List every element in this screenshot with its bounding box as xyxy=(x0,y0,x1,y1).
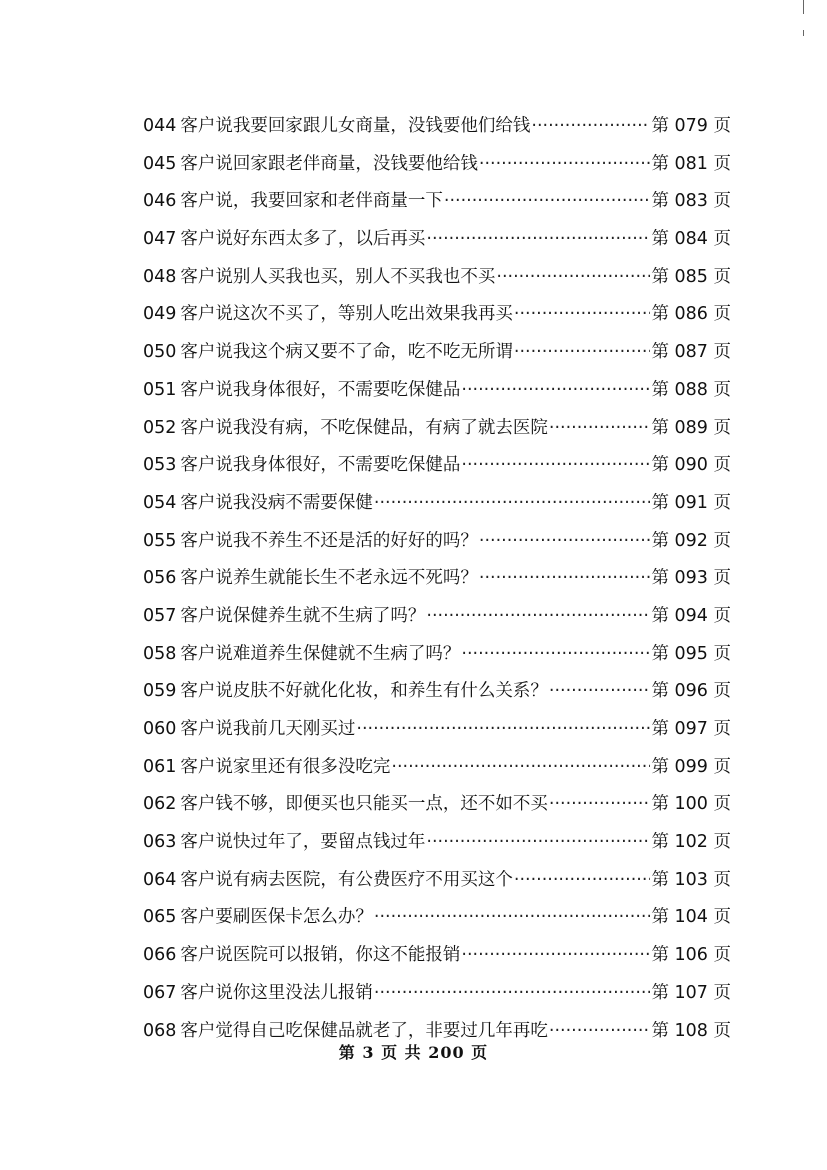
toc-entry-title: 客户说我没有病，不吃保健品，有病了就去医院 xyxy=(180,417,548,438)
toc-entry-page: 第 106 页 xyxy=(651,945,731,966)
toc-entry[interactable] xyxy=(143,485,731,523)
toc-entry-title: 客户说我前几天刚买过 xyxy=(180,719,356,739)
toc-entry-number: 054 xyxy=(143,492,177,513)
toc-entry-number: 045 xyxy=(143,153,177,174)
toc-dot-leader xyxy=(461,937,650,975)
toc-entry[interactable] xyxy=(143,296,731,334)
toc-entry-title: 客户说我身体很好，不需要吃保健品 xyxy=(180,379,461,400)
toc-entry-title: 客户说医院可以报销，你这不能报销 xyxy=(180,945,461,966)
toc-dot-leader xyxy=(444,183,651,221)
toc-entry-number: 060 xyxy=(143,719,177,739)
toc-entry-page: 第 079 页 xyxy=(651,116,731,136)
toc-entry-title: 客户说有病去医院，有公费医疗不用买这个 xyxy=(180,869,513,890)
toc-entry-title: 客户钱不够，即便买也只能买一点，还不如不买 xyxy=(180,794,548,815)
toc-entry-page: 第 097 页 xyxy=(651,719,731,739)
toc-dot-leader xyxy=(374,899,651,937)
toc-entry-page: 第 083 页 xyxy=(651,191,731,212)
toc-entry-page: 第 102 页 xyxy=(651,832,731,853)
toc-entry[interactable] xyxy=(143,447,731,485)
toc-entry[interactable] xyxy=(143,975,731,1013)
toc-entry[interactable] xyxy=(143,410,731,448)
toc-entry[interactable] xyxy=(143,636,731,674)
toc-entry-number: 064 xyxy=(143,869,177,890)
toc-dot-leader xyxy=(514,862,651,900)
toc-list xyxy=(143,108,731,1050)
toc-dot-leader xyxy=(461,447,650,485)
toc-entry[interactable] xyxy=(143,673,731,711)
toc-entry-title: 客户说我身体很好，不需要吃保健品 xyxy=(180,455,461,476)
toc-entry-page: 第 103 页 xyxy=(651,869,731,890)
toc-entry-page: 第 084 页 xyxy=(651,229,731,250)
toc-entry-title: 客户说，我要回家和老伴商量一下 xyxy=(180,191,443,212)
toc-entry-number: 052 xyxy=(143,417,177,438)
toc-entry-number: 049 xyxy=(143,304,177,325)
toc-entry-title: 客户说我不养生不还是活的好好的吗？ xyxy=(180,530,478,551)
toc-dot-leader xyxy=(374,975,651,1013)
page-indicator: 第 3 页 共 200 页 xyxy=(338,1043,489,1062)
toc-entry-title: 客户说好东西太多了，以后再买 xyxy=(180,229,426,250)
toc-entry[interactable] xyxy=(143,937,731,975)
toc-entry[interactable] xyxy=(143,334,731,372)
toc-dot-leader xyxy=(549,410,651,448)
toc-entry-page: 第 107 页 xyxy=(651,982,731,1003)
toc-entry-title: 客户说养生就能长生不老永远不死吗？ xyxy=(180,568,478,589)
toc-entry-page: 第 085 页 xyxy=(651,266,731,287)
toc-entry[interactable] xyxy=(143,108,731,146)
toc-entry-title: 客户说别人买我也买，别人不买我也不买 xyxy=(180,266,496,287)
toc-entry[interactable] xyxy=(143,598,731,636)
toc-entry-page: 第 091 页 xyxy=(651,492,731,513)
toc-dot-leader xyxy=(514,334,651,372)
toc-entry-page: 第 095 页 xyxy=(651,643,731,664)
toc-entry-title: 客户说家里还有很多没吃完 xyxy=(180,756,391,777)
toc-entry-title: 客户说这次不买了，等别人吃出效果我再买 xyxy=(180,304,513,325)
toc-entry[interactable] xyxy=(143,824,731,862)
toc-dot-leader xyxy=(479,560,651,598)
toc-dot-leader xyxy=(426,221,650,259)
toc-dot-leader xyxy=(514,296,651,334)
toc-entry-number: 061 xyxy=(143,756,177,777)
toc-entry-number: 044 xyxy=(143,116,177,136)
toc-dot-leader xyxy=(496,259,650,297)
toc-entry-number: 051 xyxy=(143,379,177,400)
toc-entry-title: 客户说回家跟老伴商量，没钱要他给钱 xyxy=(180,153,478,174)
toc-entry-number: 053 xyxy=(143,455,177,476)
toc-entry[interactable] xyxy=(143,711,731,749)
toc-entry[interactable] xyxy=(143,183,731,221)
toc-entry[interactable] xyxy=(143,862,731,900)
toc-entry-title: 客户说我要回家跟儿女商量，没钱要他们给钱 xyxy=(180,116,531,136)
toc-entry[interactable] xyxy=(143,372,731,410)
toc-entry-number: 057 xyxy=(143,605,177,626)
toc-entry-title: 客户说我这个病又要不了命，吃不吃无所谓 xyxy=(180,342,513,363)
toc-entry-title: 客户说我没病不需要保健 xyxy=(180,492,373,513)
toc-entry-number: 058 xyxy=(143,643,177,664)
toc-entry-title: 客户说保健养生就不生病了吗？ xyxy=(180,605,426,626)
toc-entry-page: 第 104 页 xyxy=(651,907,731,928)
toc-entry-page: 第 099 页 xyxy=(651,756,731,777)
toc-entry-number: 055 xyxy=(143,530,177,551)
toc-entry[interactable] xyxy=(143,259,731,297)
toc-entry[interactable] xyxy=(143,523,731,561)
toc-entry[interactable] xyxy=(143,899,731,937)
toc-entry-number: 050 xyxy=(143,342,177,363)
toc-entry-number: 068 xyxy=(143,1020,177,1041)
toc-entry-title: 客户说快过年了，要留点钱过年 xyxy=(180,832,426,853)
toc-dot-leader xyxy=(549,786,651,824)
toc-entry[interactable] xyxy=(143,786,731,824)
toc-entry-number: 047 xyxy=(143,229,177,250)
toc-dot-leader xyxy=(356,711,650,749)
toc-entry-title: 客户说你这里没法儿报销 xyxy=(180,982,373,1003)
toc-entry-page: 第 087 页 xyxy=(651,342,731,363)
toc-dot-leader xyxy=(461,636,650,674)
toc-entry-page: 第 089 页 xyxy=(651,417,731,438)
toc-entry-number: 046 xyxy=(143,191,177,212)
toc-entry[interactable] xyxy=(143,146,731,184)
toc-dot-leader xyxy=(426,824,650,862)
toc-entry-number: 067 xyxy=(143,982,177,1003)
toc-entry-page: 第 093 页 xyxy=(651,568,731,589)
toc-entry-page: 第 096 页 xyxy=(651,681,731,702)
toc-entry-page: 第 086 页 xyxy=(651,304,731,325)
toc-entry-page: 第 092 页 xyxy=(651,530,731,551)
toc-entry-title: 客户要刷医保卡怎么办？ xyxy=(180,907,373,928)
toc-entry-page: 第 090 页 xyxy=(651,455,731,476)
toc-entry-title: 客户说皮肤不好就化化妆，和养生有什么关系？ xyxy=(180,681,548,702)
toc-entry-number: 063 xyxy=(143,832,177,853)
scan-artifact-mark xyxy=(803,30,804,36)
toc-entry-number: 065 xyxy=(143,907,177,928)
toc-entry[interactable] xyxy=(143,221,731,259)
toc-dot-leader xyxy=(479,146,651,184)
toc-dot-leader xyxy=(374,485,651,523)
toc-entry[interactable] xyxy=(143,749,731,787)
toc-entry-page: 第 100 页 xyxy=(651,794,731,815)
toc-dot-leader xyxy=(391,749,650,787)
toc-dot-leader xyxy=(549,673,651,711)
toc-entry-page: 第 081 页 xyxy=(651,153,731,174)
toc-entry-page: 第 088 页 xyxy=(651,379,731,400)
toc-entry-number: 056 xyxy=(143,568,177,589)
toc-entry-number: 048 xyxy=(143,266,177,287)
toc-dot-leader xyxy=(461,372,650,410)
toc-entry-number: 059 xyxy=(143,681,177,702)
scan-artifact-mark xyxy=(803,0,804,14)
toc-entry-title: 客户说难道养生保健就不生病了吗？ xyxy=(180,643,461,664)
toc-dot-leader xyxy=(479,523,651,561)
toc-dot-leader xyxy=(426,598,650,636)
toc-entry[interactable] xyxy=(143,560,731,598)
toc-entry-number: 062 xyxy=(143,794,177,815)
toc-entry-page: 第 108 页 xyxy=(651,1020,731,1041)
toc-dot-leader xyxy=(531,108,650,146)
toc-entry-page: 第 094 页 xyxy=(651,605,731,626)
toc-entry-title: 客户觉得自己吃保健品就老了，非要过几年再吃 xyxy=(180,1020,548,1041)
toc-entry-number: 066 xyxy=(143,945,177,966)
